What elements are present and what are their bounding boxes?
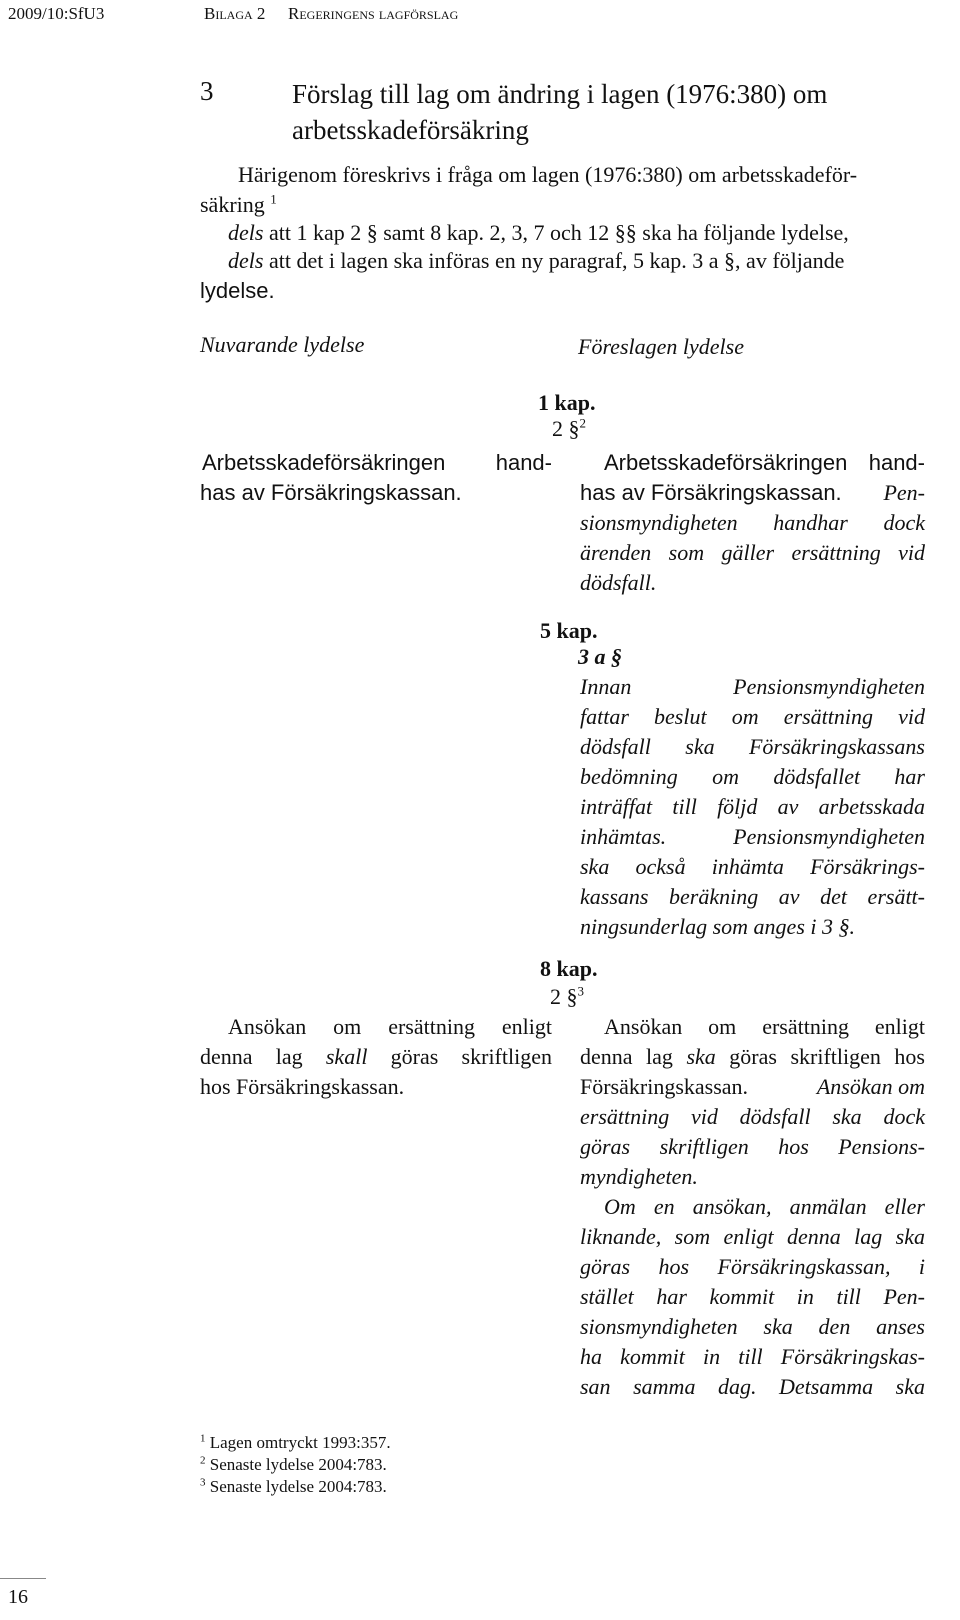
intro-line2	[200, 190, 277, 220]
intro-line1: Härigenom föreskrivs i fråga om lagen (1976:380) om arbetsskadeför-	[238, 162, 858, 187]
footnote-number: 1	[200, 1432, 206, 1445]
chapter-heading-1: 1 kap.	[538, 390, 596, 415]
column-heading-proposed: Föreslagen lydelse	[578, 334, 744, 359]
intro-line3-text: att 1 kap 2 § samt 8 kap. 2, 3, 7 och 12 §§ ska ha följande lydelse,	[263, 220, 849, 245]
para-label: 2 §	[552, 416, 580, 441]
sec5-proposed-text	[580, 672, 925, 942]
sec8-italic-line: ersättning vid dödsfall ska dock	[580, 1104, 925, 1129]
header-bilaga: Bilaga 2	[204, 4, 266, 23]
sec1-current-word1: Arbetsskadeförsäkringen	[202, 450, 446, 475]
proposal-title	[292, 76, 892, 148]
footnote-ref-1: 1	[270, 191, 277, 207]
sec1-current-line1	[200, 448, 552, 478]
footnote-3	[200, 1476, 387, 1498]
sec8-current-changed-word: skall	[325, 1044, 368, 1069]
proposal-title-line2: arbetsskadeförsäkring	[292, 115, 529, 145]
intro-word: säkring	[200, 192, 265, 217]
sec8-current-line2-c: göras skriftligen	[367, 1044, 552, 1069]
document-id: 2009/10:SfU3	[8, 4, 105, 23]
sec5-line: inhämtas. Pensionsmyndigheten	[580, 824, 925, 849]
sec5-line: Innan Pensionsmyndigheten	[580, 674, 925, 699]
paragraph-heading-8-2	[550, 982, 584, 1012]
sec1-proposed-word1: Arbetsskadeförsäkringen	[604, 450, 848, 475]
sec8-proposed-line2-a: denna lag	[580, 1044, 687, 1069]
sec8-proposed-line2	[580, 1042, 925, 1072]
footnote-1	[200, 1432, 391, 1454]
sec8-proposed-line1: Ansökan om ersättning enligt	[604, 1014, 925, 1039]
sec8-italic-last-line: myndigheten.	[580, 1164, 698, 1189]
sec1-proposed-line4: ärenden som gäller ersättning vid	[580, 540, 925, 565]
sec1-proposed-line1	[580, 448, 925, 478]
intro-line5: lydelse.	[200, 278, 275, 303]
sec8-proposed-line3-b: Ansökan om	[816, 1074, 925, 1099]
sec1-proposed-line3: sionsmyndigheten handhar dock	[580, 510, 925, 535]
sec5-line: inträffat till följd av arbetsskada	[580, 794, 925, 819]
footnote-number: 3	[200, 1476, 206, 1489]
footnote-number: 2	[200, 1454, 206, 1467]
footnote-text: Senaste lydelse 2004:783.	[209, 1455, 387, 1474]
sec8-current-line2-a: denna lag	[200, 1044, 326, 1069]
sec8-para2-line: sionsmyndigheten ska den anses	[580, 1314, 925, 1339]
paragraph-heading-1-2	[552, 414, 586, 444]
sec8-para2-line: ha kommit in till Försäkringskas-	[580, 1344, 925, 1369]
sec1-proposed-line2-new: Pen-	[883, 480, 925, 505]
footnote-text: Senaste lydelse 2004:783.	[209, 1477, 387, 1496]
sec8-para2-line: liknande, som enligt denna lag ska	[580, 1224, 925, 1249]
sec5-line: ska också inhämta Försäkrings-	[580, 854, 925, 879]
intro-line3	[228, 218, 928, 248]
sec8-para2-line: Om en ansökan, anmälan eller	[604, 1194, 925, 1219]
intro-line4	[228, 246, 928, 276]
proposal-title-line1: Förslag till lag om ändring i lagen (1976:380) om	[292, 79, 828, 109]
sec5-last-line: ningsunderlag som anges i 3 §.	[580, 914, 855, 939]
sec5-line: kassans beräkning av det ersätt-	[580, 884, 925, 909]
sec1-proposed-line2-text: has av Försäkringskassan.	[580, 480, 842, 505]
proposal-number: 3	[200, 76, 214, 106]
page-number: 16	[8, 1586, 28, 1608]
chapter-heading-5: 5 kap.	[540, 618, 598, 643]
column-heading-current: Nuvarande lydelse	[200, 332, 365, 357]
intro-dels-2: dels	[228, 248, 264, 273]
chapter-heading-8: 8 kap.	[540, 956, 598, 981]
sec8-proposed-text	[580, 1012, 925, 1402]
para-label: 2 §	[550, 984, 578, 1009]
sec5-line: fattar beslut om ersättning vid	[580, 704, 925, 729]
footnote-ref-3: 3	[577, 983, 584, 999]
sec8-para2-line: stället har kommit in till Pen-	[580, 1284, 925, 1309]
footnote-text: Lagen omtryckt 1993:357.	[209, 1433, 391, 1452]
footnote-2	[200, 1454, 387, 1476]
paragraph-heading-5-3a: 3 a §	[578, 644, 622, 669]
sec8-current-line2	[200, 1042, 552, 1072]
sec1-current-text	[200, 448, 552, 508]
sec5-line: bedömning om dödsfallet har	[580, 764, 925, 789]
sec8-proposed-changed-word: ska	[686, 1044, 716, 1069]
footnote-ref-2: 2	[579, 415, 586, 431]
sec1-proposed-line2	[580, 478, 925, 508]
margin-rule	[0, 1578, 46, 1579]
sec1-proposed-word2: hand-	[868, 450, 925, 475]
sec1-current-word2: hand-	[495, 450, 552, 475]
sec8-para2-line: san samma dag. Detsamma ska	[580, 1374, 925, 1399]
sec8-proposed-line2-c: göras skriftligen hos	[715, 1044, 925, 1069]
intro-line4-text: att det i lagen ska införas en ny paragraf, 5 kap. 3 a §, av följande	[263, 248, 845, 273]
sec1-proposed-line5: dödsfall.	[580, 570, 657, 595]
sec8-current-line1: Ansökan om ersättning enligt	[228, 1014, 552, 1039]
sec8-current-text	[200, 1012, 552, 1102]
sec1-current-line2: has av Försäkringskassan.	[200, 480, 462, 505]
sec8-current-line3: hos Försäkringskassan.	[200, 1074, 405, 1099]
header-section: Regeringens lagförslag	[288, 4, 459, 23]
intro-dels-1: dels	[228, 220, 264, 245]
sec8-proposed-line3-a: Försäkringskassan.	[580, 1074, 749, 1099]
sec8-proposed-line3	[580, 1072, 925, 1102]
sec8-para2-line: göras hos Försäkringskassan, i	[580, 1254, 925, 1279]
sec5-line: dödsfall ska Försäkringskassans	[580, 734, 925, 759]
sec1-proposed-text	[580, 448, 925, 598]
sec8-italic-line: göras skriftligen hos Pensions-	[580, 1134, 925, 1159]
